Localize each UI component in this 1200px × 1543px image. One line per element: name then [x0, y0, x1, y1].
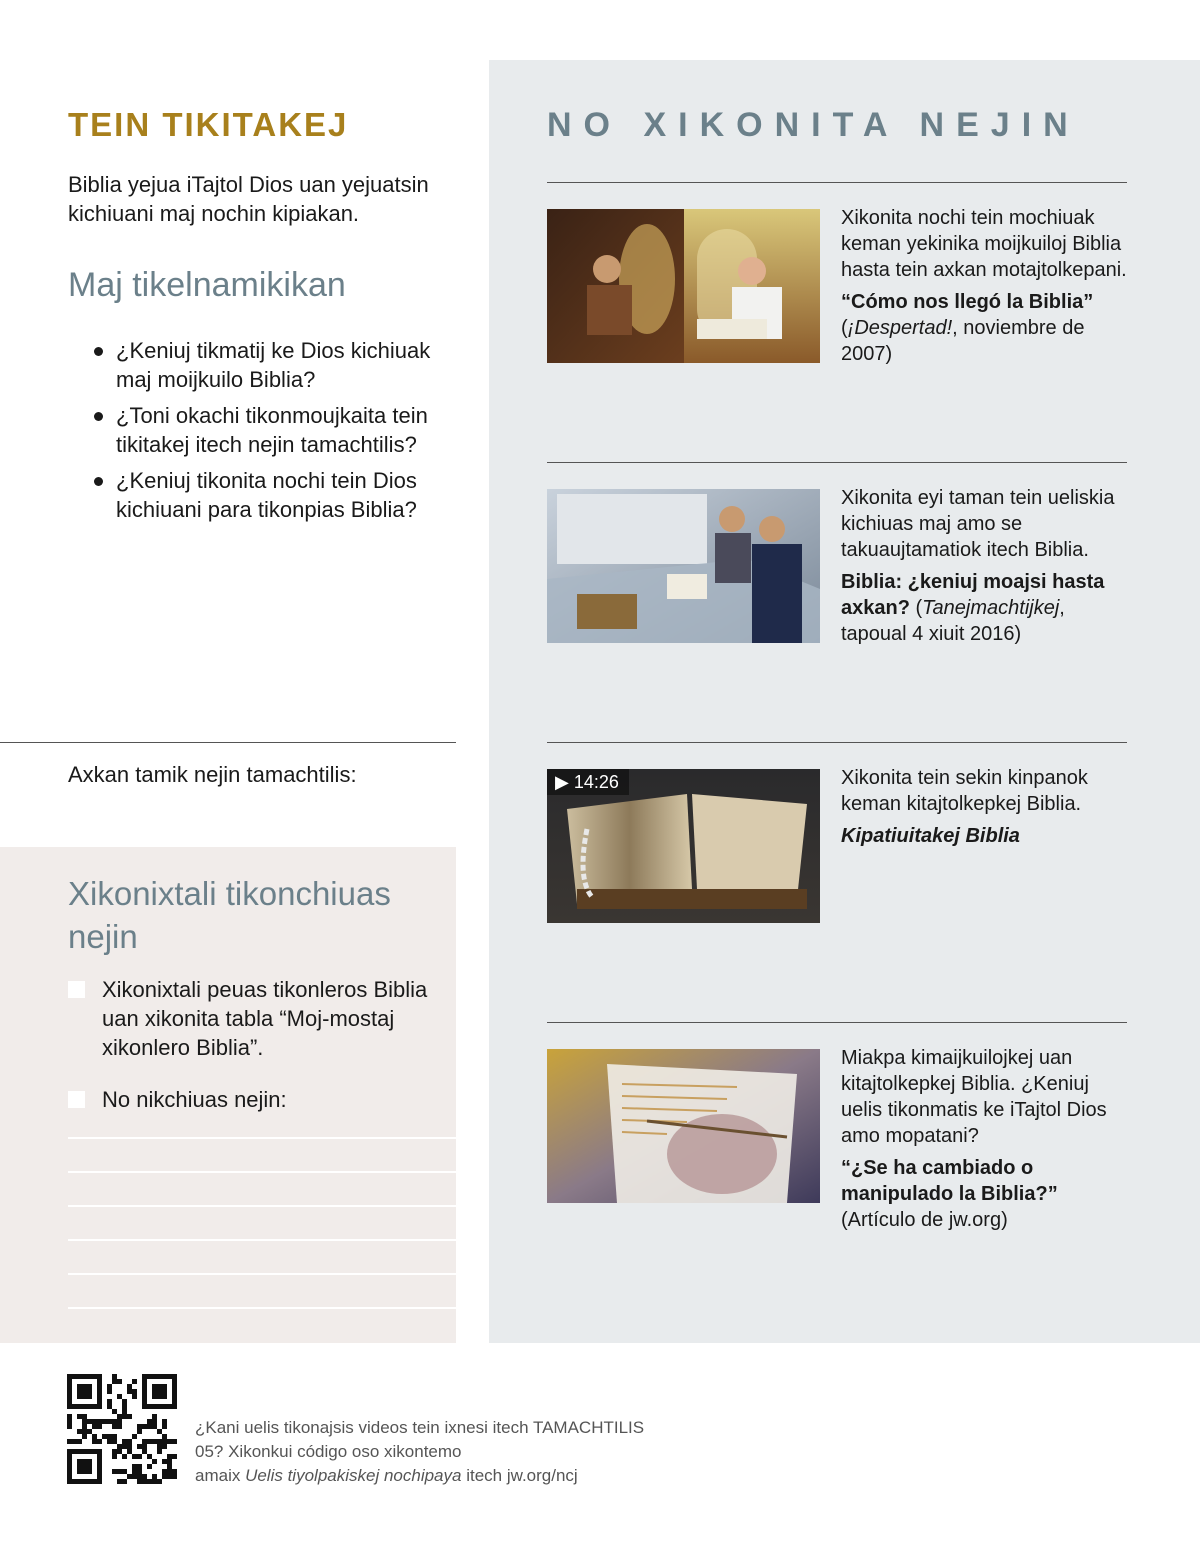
open-old-bible[interactable] [547, 769, 820, 923]
goal-checkbox[interactable] [68, 981, 85, 998]
review-question: ¿Toni okachi tikonmoujkaita tein tikitakej itech nejin tamachtilis? [90, 401, 460, 459]
review-questions [90, 336, 460, 531]
review-question: ¿Keniuj tikmatij ke Dios kichiuak maj moijkuilo Biblia? [90, 336, 460, 394]
divider [547, 462, 1127, 463]
resource-title[interactable]: Kipatiuitakej Biblia [841, 825, 1020, 847]
resource-title[interactable]: “¿Se ha cambiado o manipulado la Biblia?” [841, 1157, 1058, 1205]
writing-line[interactable] [68, 1205, 456, 1207]
resource-source: (Artículo de jw.org) [841, 1209, 1008, 1231]
writing-line[interactable] [68, 1273, 456, 1275]
divider [547, 182, 1127, 183]
resource-text [841, 205, 1131, 367]
goal-item [68, 1085, 428, 1114]
review-title: Maj tikelnamikikan [68, 266, 346, 304]
resource-text [841, 765, 1131, 849]
resource-title[interactable]: “Cómo nos llegó la Biblia” [841, 291, 1094, 313]
resource-description: Xikonita tein sekin kinpanok keman kitajtolkepkej Biblia. [841, 767, 1088, 815]
hand-writing-manuscript[interactable] [547, 1049, 820, 1203]
couple-at-museum-display[interactable] [547, 489, 820, 643]
writing-line[interactable] [68, 1307, 456, 1309]
writing-line[interactable] [68, 1239, 456, 1241]
resource-title: Biblia: ¿keniuj moajsi hasta axkan? [841, 571, 1105, 619]
resource-source: (¡Despertad!, noviembre de 2007) [841, 317, 1085, 365]
resource-description: Xikonita nochi tein mochiuak keman yekinika moijkuiloj Biblia hasta tein axkan motajtolkepani. [841, 207, 1127, 281]
play-icon: ▶ [555, 772, 569, 792]
summary-text: Biblia yejua iTajtol Dios uan yejuatsin kichiuani maj nochin kipiakan. [68, 172, 429, 226]
resource-description: Xikonita eyi taman tein ueliskia kichiuas maj amo se takuaujtamatiok itech Biblia. [841, 487, 1115, 561]
resource-title-source[interactable]: Biblia: ¿keniuj moajsi hasta axkan? (Tanejmachtijkej, tapoual 4 xiuit 2016) [841, 571, 1105, 645]
writing-line[interactable] [68, 1171, 456, 1173]
qr-code-icon[interactable] [67, 1374, 177, 1484]
summary-title: TEIN TIKITAKEJ [68, 106, 349, 143]
resource-description: Miakpa kimaijkuilojkej uan kitajtolkepkej Biblia. ¿Keniuj uelis tikonmatis ke iTajtol Dios amo mopatani? [841, 1047, 1107, 1147]
divider [547, 1022, 1127, 1023]
goal-title: Xikonixtali tikonchiuas nejin [68, 875, 391, 955]
writing-line[interactable] [68, 1137, 456, 1139]
video-duration-badge [547, 769, 629, 795]
divider [547, 742, 1127, 743]
resource-text [841, 485, 1131, 647]
review-question: ¿Keniuj tikonita nochi tein Dios kichiuani para tikonpias Biblia? [90, 466, 460, 524]
explore-title: NO XIKONITA NEJIN [547, 106, 1080, 144]
goal-item-label: No nikchiuas nejin: [102, 1087, 287, 1112]
date-completed-label: Axkan tamik nejin tamachtilis: [68, 762, 357, 787]
goal-item [68, 975, 428, 1062]
video-duration: 14:26 [573, 772, 619, 792]
footer-text: ¿Kani uelis tikonajsis videos tein ixnesi itech TAMACHTILIS 05? Xikonkui código oso xikontemo amaix Uelis tiyolpakiskej nochipaya itech jw.org/ncj [195, 1418, 645, 1485]
divider [0, 742, 456, 743]
goal-item-label: Xikonixtali peuas tikonleros Biblia uan xikonita tabla “Moj-mostaj xikonlero Biblia”. [102, 977, 428, 1060]
scribe-and-reader-illustration[interactable] [547, 209, 820, 363]
goal-checkbox[interactable] [68, 1091, 85, 1108]
resource-text [841, 1045, 1131, 1233]
